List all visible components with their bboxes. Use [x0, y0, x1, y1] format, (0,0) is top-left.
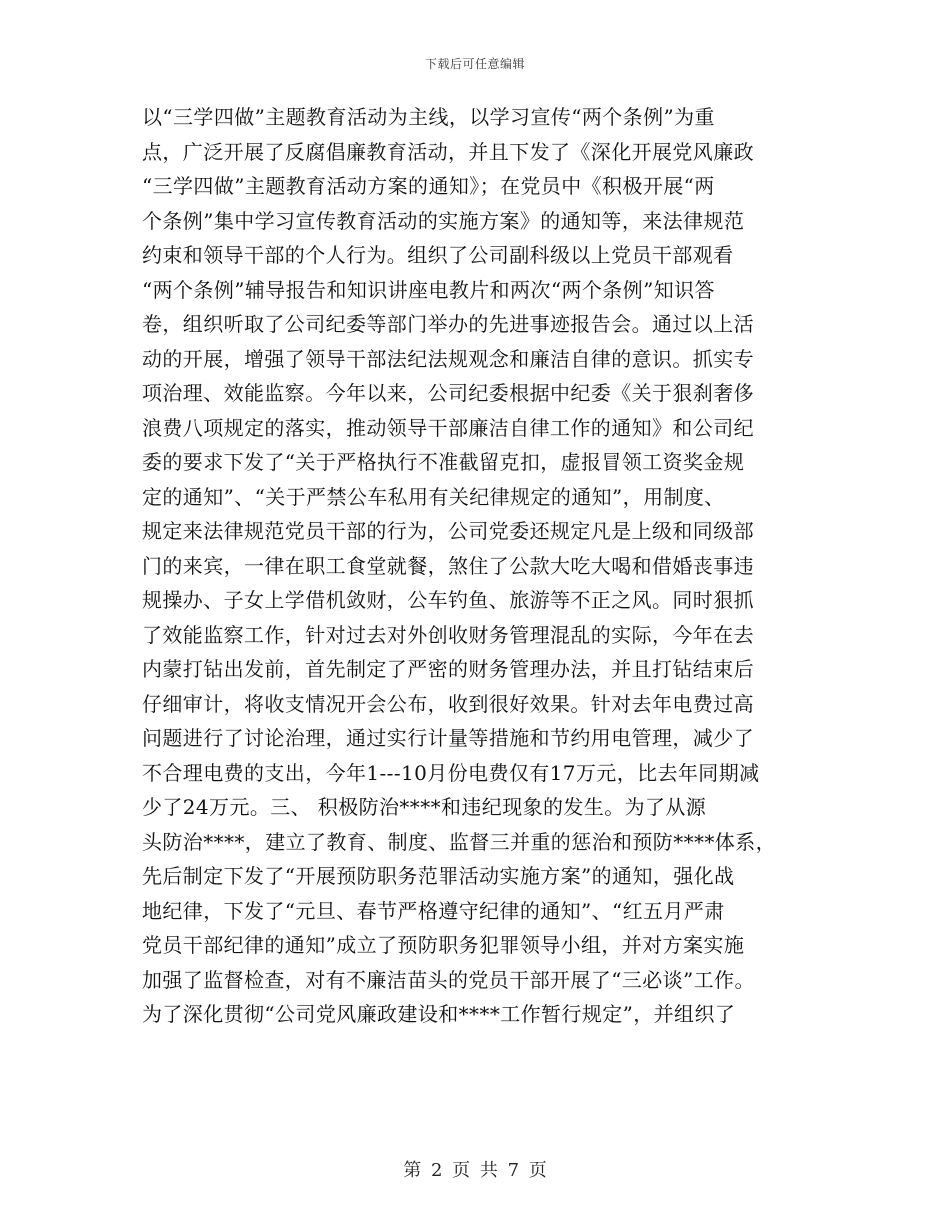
body-line: 定的通知”、“关于严禁公车私用有关纪律规定的通知”，用制度、: [142, 484, 725, 509]
body-line: 以“三学四做”主题教育活动为主线，以学习宣传“两个条例”为重: [142, 105, 715, 129]
body-line: 动的开展，增强了领导干部法纪法规观念和廉洁自律的意识。抓实专: [142, 346, 754, 371]
page-header-note: 下载后可任意编辑: [424, 57, 525, 71]
body-line: “三学四做”主题教育活动方案的通知》；在党员中《积极开展“两: [142, 174, 715, 198]
body-line: 头防治****，建立了教育、制度、监督三并重的惩治和预防****体系，: [142, 829, 776, 854]
body-line: 了效能监察工作，针对过去对外创收财务管理混乱的实际，今年在去: [142, 622, 754, 647]
page-number-footer: 第 2 页 共 7 页: [403, 1160, 547, 1181]
body-line: 加强了监督检查，对有不廉洁苗头的党员干部开展了“三必谈”工作。: [142, 967, 755, 992]
body-line: 少了24万元。三、 积极防治****和违纪现象的发生。为了从源: [142, 795, 707, 819]
body-line: 仔细审计，将收支情况开会公布，收到很好效果。针对去年电费过高: [142, 691, 754, 716]
body-line: 内蒙打钻出发前，首先制定了严密的财务管理办法，并且打钻结束后: [142, 657, 754, 681]
body-line: 党员干部纪律的通知”成立了预防职务犯罪领导小组，并对方案实施: [142, 933, 745, 957]
body-line: 项治理、效能监察。今年以来，公司纪委根据中纪委《关于狠刹奢侈: [142, 381, 754, 405]
body-line: “两个条例”辅导报告和知识讲座电教片和两次“两个条例”知识答: [142, 277, 715, 302]
body-line: 门的来宾，一律在职工食堂就餐，煞住了公款大吃大喝和借婚丧事违: [142, 553, 754, 578]
body-line: 浪费八项规定的落实，推动领导干部廉洁自律工作的通知》和公司纪: [142, 415, 754, 440]
body-line: 点，广泛开展了反腐倡廉教育活动，并且下发了《深化开展党风廉政: [142, 139, 754, 164]
document-body: [142, 100, 812, 1032]
body-line: 规操办、子女上学借机敛财，公车钓鱼、旅游等不正之风。同时狠抓: [142, 588, 754, 612]
body-line: 规定来法律规范党员干部的行为，公司党委还规定凡是上级和同级部: [142, 519, 754, 543]
body-line: 先后制定下发了“开展预防职务范罪活动实施方案”的通知，强化战: [142, 864, 735, 888]
body-line: 卷，组织听取了公司纪委等部门举办的先进事迹报告会。通过以上活: [142, 312, 754, 336]
body-line: 地纪律，下发了“元旦、春节严格遵守纪律的通知”、“红五月严肃: [142, 898, 725, 923]
body-line: 不合理电费的支出，今年1---10月份电费仅有17万元，比去年同期减: [142, 760, 760, 785]
body-line: 个条例”集中学习宣传教育活动的实施方案》的通知等，来法律规范: [142, 208, 745, 233]
body-line: 问题进行了讨论治理，通过实行计量等措施和节约用电管理，减少了: [142, 726, 754, 750]
body-line: 委的要求下发了“关于严格执行不准截留克扣，虚报冒领工资奖金规: [142, 450, 745, 474]
body-line: 约束和领导干部的个人行为。组织了公司副科级以上党员干部观看: [142, 243, 734, 267]
body-line: 为了深化贯彻“公司党风廉政建设和****工作暂行规定”，并组织了: [142, 1002, 736, 1026]
